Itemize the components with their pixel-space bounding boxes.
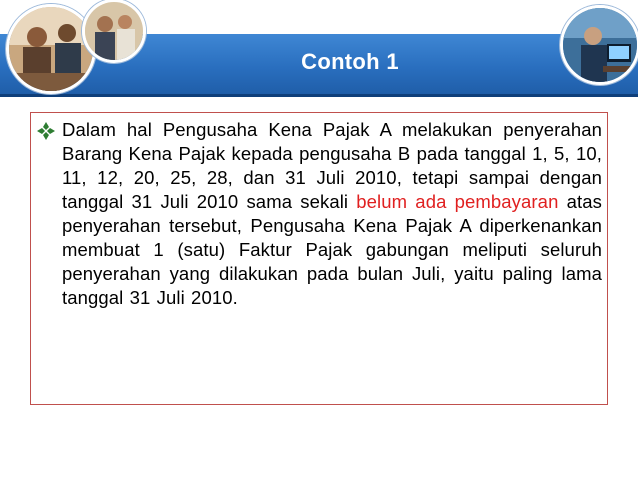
body-paragraph [62, 118, 602, 310]
slide-title: Contoh 1 [301, 49, 399, 74]
body-text-part-2: atas penyerahan tersebut, Pengusaha Kena Pajak A diperkenankan membuat 1 (satu) Faktur Pajak gabungan meliputi seluruh penyerahan yang dilakukan pada bulan Juli, yaitu paling lama tanggal 31 Juli 2010. [62, 191, 602, 308]
banner-divider [0, 94, 638, 97]
diamond-bullet-icon [36, 121, 56, 141]
body-text-highlight: belum ada pembayaran [356, 191, 559, 212]
body-text-part-1: Dalam hal Pengusaha Kena Pajak A melakukan penyerahan Barang Kena Pajak kepada pengusaha B pada tanggal 1, 5, 10, 11, 12, 20, 25, 28, dan 31 Juli 2010, tetapi sampai dengan tanggal 31 Juli 2010 sama sekali [62, 119, 602, 212]
